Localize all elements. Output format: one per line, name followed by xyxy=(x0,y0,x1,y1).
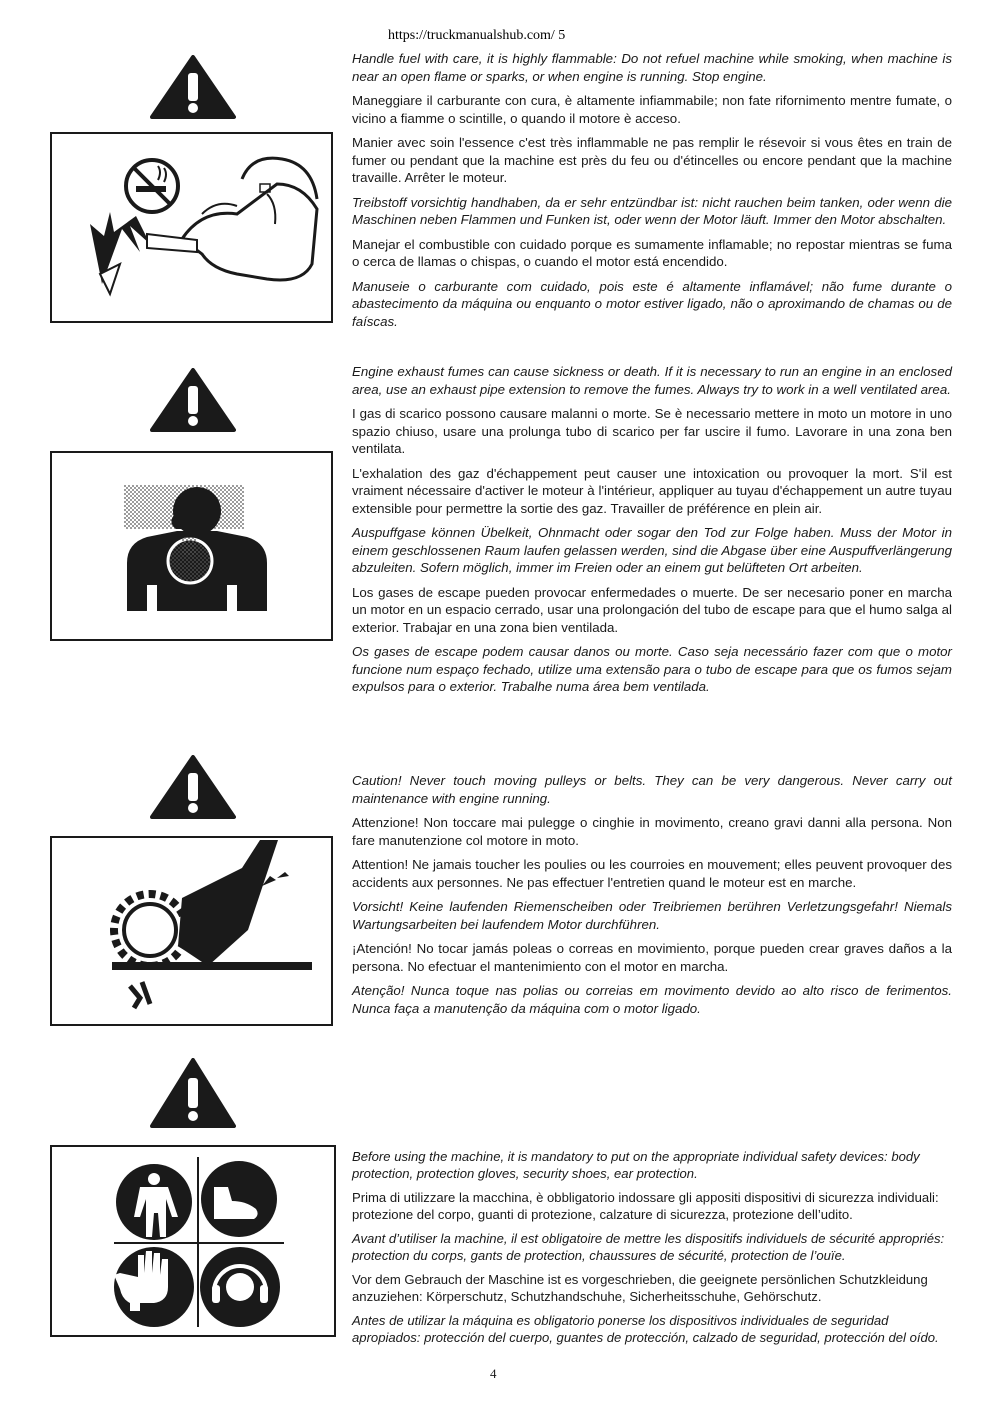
paragraph-it: Maneggiare il carburante con cura, è altamente infiammabile; non fate rifornimento mentre fumate, o vicino a fiamme o scintille, o quando il motore è acceso. xyxy=(352,93,952,126)
exhaust-warning-text xyxy=(352,363,952,703)
paragraph-it: Attenzione! Non toccare mai pulegge o cinghie in movimento, creano gravi danni alla persona. Non fare manutenzione col motore in moto. xyxy=(352,815,952,848)
paragraph-pt: Atenção! Nunca toque nas polias ou correias em movimento devido ao alto risco de ferimentos. Nunca faça a manutenção da máquina com o motor ligado. xyxy=(352,983,952,1016)
paragraph-de: Vorsicht! Keine laufenden Riemenscheiben oder Treibriemen berühren Verletzungsgefahr! Niemals Wartungsarbeiten bei laufendem Motor durchführen. xyxy=(352,899,952,932)
paragraph-en: Before using the machine, it is mandatory to put on the appropriate individual safety devices: body protection, protection gloves, security shoes, ear protection. xyxy=(352,1149,920,1181)
belt-icon xyxy=(112,962,312,970)
hand-icon xyxy=(178,840,278,966)
paragraph-it: I gas di scarico possono causare malanni o morte. Se è necessario mettere in moto un motore in uno spazio chiuso, usare una prolunga tubo di scarico per far uscire il fumo. Lavorare in una zona ben ventilata. xyxy=(352,406,952,456)
warning-triangle-icon xyxy=(150,368,236,432)
paragraph-fr: Manier avec soin l'essence c'est très inflammable ne pas remplir le résevoir si vous êtes en train de fumer ou pendant que la machine est près du feu ou d'étincelles ou encore pendant que la machine travaille. Arrêter le moteur. xyxy=(352,135,952,185)
flame-icon xyxy=(90,212,150,294)
paragraph-en: Handle fuel with care, it is highly flammable: Do not refuel machine while smoking, when machine is near an open flame or sparks, or when engine is running. Stop engine. xyxy=(352,51,952,84)
paragraph-it: Prima di utilizzare la macchina, è obbligatorio indossare gli appositi dispositivi di sicurezza individuali: protezione del corpo, guanti di protezione, calzature di sicurezza, protezione dell’udito. xyxy=(352,1190,939,1222)
paragraph-es: Antes de utilizar la máquina es obligatorio ponerse los dispositivos individuales de seguridad apropiados: protección del cuerpo, guantes de protección, calzado de seguridad, protección del oído. xyxy=(352,1313,939,1345)
paragraph-es: Los gases de escape pueden provocar enfermedades o muerte. De ser necesario poner en marcha un motor en un espacio cerrado, usar una prolongación del tubo de escape para que el humo salga al exterior. Trabajar en una zona bien ventilada. xyxy=(352,584,952,635)
ear-protection-icon xyxy=(200,1247,280,1327)
pulley-gear-icon xyxy=(114,894,186,966)
paragraph-de: Vor dem Gebrauch der Maschine ist es vorgeschrieben, die geeignete persönlichen Schutzkleidung anzuziehen: Körperschutz, Schutzhandschuhe, Sicherheitsschuhe, Gehörschutz. xyxy=(352,1272,928,1304)
paragraph-fr: L'exhalation des gaz d'échappement peut causer une intoxication ou provoquer la mort. S'il est vraiment nécessaire d'activer le moteur à l'intérieur, appliquer au tuyau d'échappement un autre tuyau extensible pour permettre la sortie des gaz. Travailler de préférence en plein air. xyxy=(352,465,952,516)
paragraph-es: Manejar el combustible con cuidado porque es sumamente inflamable; no repostar mientras se fuma o cerca de llamas o chispas, o cuando el motor está encendido. xyxy=(352,236,952,269)
ppe-illustration xyxy=(50,1145,336,1337)
paragraph-fr: Attention! Ne jamais toucher les poulies ou les courroies en mouvement; elles peuvent provoquer des accidents aux personnes. Ne pas effectuer l'entretien quand le moteur est en marche. xyxy=(352,857,952,890)
warning-triangle-icon xyxy=(150,55,236,119)
protective-suit-icon xyxy=(116,1164,192,1240)
protective-glove-icon xyxy=(114,1247,194,1327)
refuel-hazard-illustration xyxy=(50,132,333,323)
warning-triangle-icon xyxy=(150,1058,236,1128)
moving-pulley-illustration xyxy=(50,836,333,1026)
warning-triangle-icon xyxy=(150,755,236,819)
page-number: 4 xyxy=(490,1366,497,1381)
fuel-can-icon xyxy=(147,158,317,280)
paragraph-pt: Manuseie o carburante com cuidado, pois este é altamente inflamável; não fume durante o abastecimento da máquina ou enquanto o motor estiver ligado, não o aproximando de chamas ou de faíscas. xyxy=(352,278,952,329)
paragraph-es: ¡Atención! No tocar jamás poleas o correas en movimiento, porque pueden crear graves daños a la persona. No efectuar el mantenimiento con el motor en marcha. xyxy=(352,941,952,974)
source-url[interactable]: https://truckmanualshub.com/ 5 xyxy=(388,28,566,43)
exhaust-fumes-illustration xyxy=(50,451,333,641)
paragraph-pt: Os gases de escape podem causar danos ou morte. Caso seja necessário fazer com que o motor funcione num espaço fechado, utilize uma extensão para o tubo de escape para que os fumos sejam expulsos para o exterior. Trabalhe numa área bem ventilada. xyxy=(352,644,952,694)
no-smoking-icon xyxy=(126,160,178,212)
paragraph-fr: Avant d’utiliser la machine, il est obligatoire de mettre les dispositifs individuels de sécurité appropriés: protection du corps, gants de protection, chaussures de sécurité, protection de l’ouïe. xyxy=(352,1231,945,1263)
paragraph-en: Caution! Never touch moving pulleys or belts. They can be very dangerous. Never carry out maintenance with engine running. xyxy=(352,773,952,806)
safety-shoe-icon xyxy=(201,1161,277,1237)
paragraph-en: Engine exhaust fumes can cause sickness or death. If it is necessary to run an engine in an enclosed area, use an exhaust pipe extension to remove the fumes. Always try to work in a well ventilated area. xyxy=(352,364,952,397)
paragraph-de: Auspuffgase können Übelkeit, Ohnmacht oder sogar den Tod zur Folge haben. Muss der Motor in einem geschlossenen Raum laufen gelassen werden, sind die Abgase über eine Auspuffverlängerung abzuleiten. Sofern möglich, immer im Freien oder an einem gut belüfteten Ort arbeiten. xyxy=(352,525,952,575)
ppe-mandatory-text xyxy=(352,1148,948,1353)
paragraph-de: Treibstoff vorsichtig handhaben, da er sehr entzündbar ist: nicht rauchen beim tanken, oder wenn die Maschinen neben Flammen und Funken ist, oder wenn der Motor läuft. Immer den Motor abschalten. xyxy=(352,194,952,227)
pulley-warning-text xyxy=(352,772,952,1024)
fuel-warning-text xyxy=(352,50,952,337)
